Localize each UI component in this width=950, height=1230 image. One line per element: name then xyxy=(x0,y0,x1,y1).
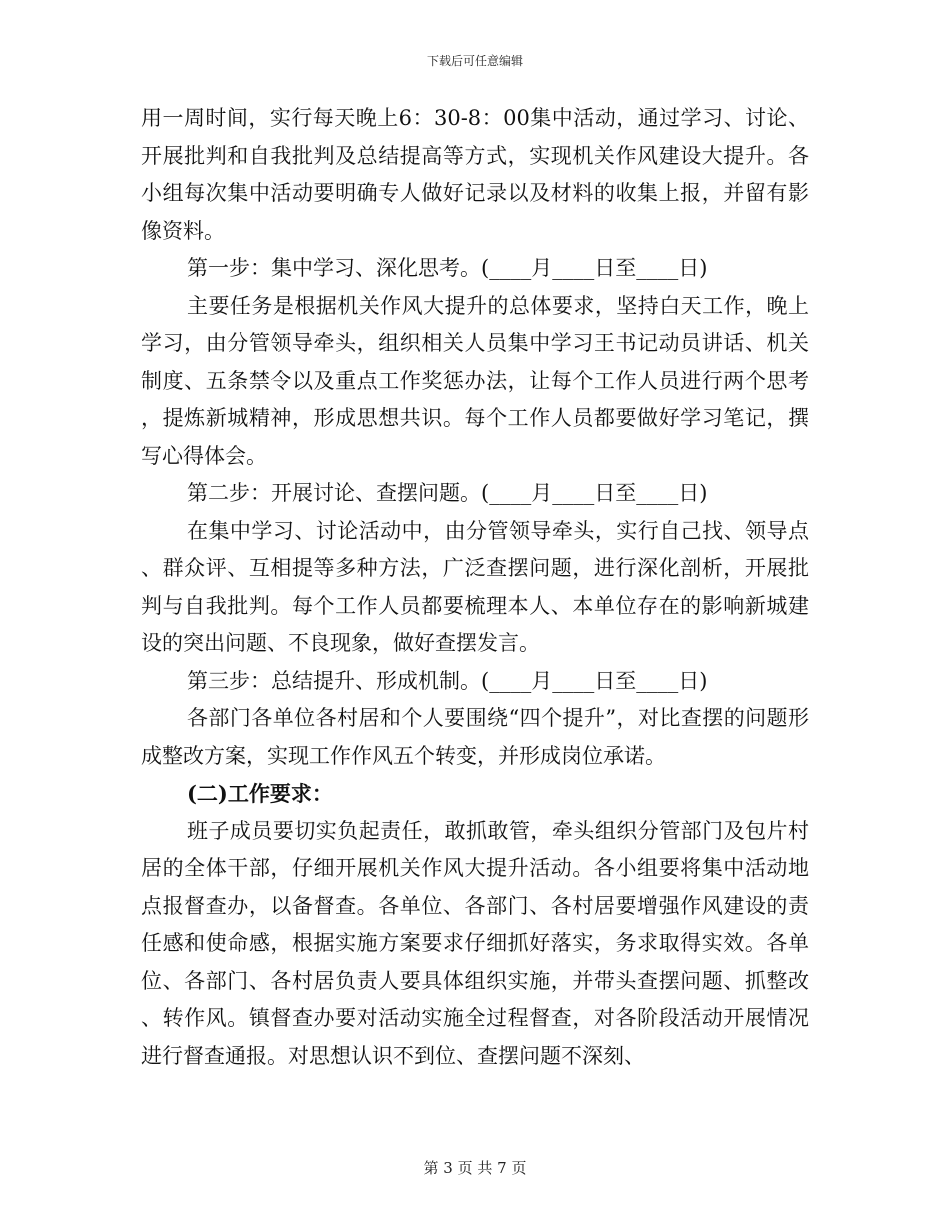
step-two-heading: 第二步：开展讨论、查摆问题。(____月____日至____日) xyxy=(187,481,708,505)
step-one-heading: 第一步：集中学习、深化思考。(____月____日至____日) xyxy=(187,256,708,280)
step-three-heading: 第三步：总结提升、形成机制。(____月____日至____日) xyxy=(187,668,708,693)
step-one-body: 主要任务是根据机关作风大提升的总体要求，坚持白天工作，晚上学习，由分管领导牵头，组织相关人员集中学习王书记动员讲话、机关制度、五条禁令以及重点工作奖惩办法，让每个工作人员进行两个思考，提炼新城精神，形成思想共识。每个工作人员都要做好学习笔记，撰写心得体会。 xyxy=(141,293,809,468)
step-two-body: 在集中学习、讨论活动中，由分管领导牵头，实行自己找、领导点、群众评、互相提等多种方法，广泛查摆问题，进行深化剖析，开展批判与自我批判。每个工作人员都要梳理本人、本单位存在的影响新城建设的突出问题、不良现象，做好查摆发言。 xyxy=(141,518,809,655)
requirements-body: 班子成员要切实负起责任，敢抓敢管，牵头组织分管部门及包片村居的全体干部，仔细开展机关作风大提升活动。各小组要将集中活动地点报督查办，以备督查。各单位、各部门、各村居要增强作风建设的责任感和使命感，根据实施方案要求仔细抓好落实，务求取得实效。各单位、各部门、各村居负责人要具体组织实施，并带头查摆问题、抓整改、转作风。镇督查办要对活动实施全过程督查，对各阶段活动开展情况进行督查通报。对思想认识不到位、查摆问题不深刻、 xyxy=(141,818,809,1068)
page-number: 第 3 页 共 7 页 xyxy=(423,1159,527,1177)
section-heading-requirements: (二)工作要求： xyxy=(187,781,333,806)
page-header: 下载后可任意编辑 xyxy=(426,54,523,68)
document-body xyxy=(141,100,809,1075)
paragraph-intro: 用一周时间，实行每天晚上6：30-8：00集中活动，通过学习、讨论、开展批判和自我批判及总结提高等方式，实现机关作风建设大提升。各小组每次集中活动要明确专人做好记录以及材料的收集上报，并留有影像资料。 xyxy=(141,106,809,243)
step-three-body: 各部门各单位各村居和个人要围绕“四个提升”，对比查摆的问题形成整改方案，实现工作作风五个转变，并形成岗位承诺。 xyxy=(141,706,809,768)
